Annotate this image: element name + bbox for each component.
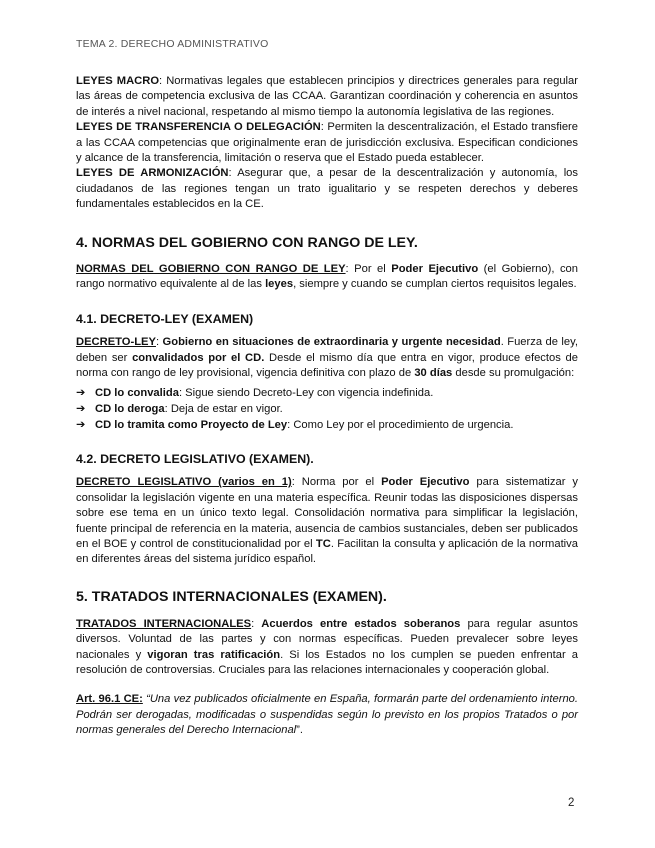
definition-leyes-transferencia: : Permiten la descentralización, el Estado transfiere a las CCAA competencias que originalmente eran de jurisdicción exclusiva. Especifican condiciones y alcance de la transferencia, limitación o reserva que el Estado pueda establecer. [76,121,578,165]
term-tratados: TRATADOS INTERNACIONALES [76,617,252,630]
text-fragment: . Si los Estados no los cumplen se pueden enfrentar a resolución de controversias. Cruciales para las relaciones internacionales y cooperación global. [76,648,578,676]
paragraph-decreto-ley [76,335,578,381]
decreto-ley-outcomes-list [76,385,578,434]
bold-fragment: CD lo deroga [95,402,165,415]
text-fragment: : Norma por el [291,476,382,489]
bold-fragment: TC [315,537,331,550]
paragraph-tratados [76,617,578,679]
term-leyes-armonizacion: LEYES DE ARMONIZACIÓN [76,167,229,180]
heading-section-5: 5. TRATADOS INTERNACIONALES (EXAMEN). [76,588,387,605]
text-fragment: para regular asuntos diversos. Voluntad de las partes y con normas específicas. Pueden prevalecer sobre leyes nacionales y [76,617,579,661]
paragraph-art-96-quote [76,692,578,738]
article-reference: Art. 96.1 CE: [76,693,143,706]
text-fragment: : Sigue siendo Decreto-Ley con vigencia indefinida. [178,386,434,399]
text-fragment: : Deja de estar en vigor. [164,402,283,415]
bold-fragment: convalidados por el CD. [132,351,265,364]
bold-fragment: CD lo tramita como Proyecto de Ley [95,419,288,432]
list-item [76,385,578,401]
bold-fragment: vigoran tras ratificación [147,648,281,661]
arrow-right-icon: ➔ [76,402,86,415]
heading-section-4-1: 4.1. DECRETO-LEY (EXAMEN) [76,312,254,327]
bold-fragment: CD lo convalida [95,386,179,399]
page-content [76,74,578,739]
bold-fragment: Poder Ejecutivo [391,262,479,275]
running-header: TEMA 2. DERECHO ADMINISTRATIVO [76,38,269,50]
bold-fragment: leyes [265,278,294,291]
text-fragment: (el Gobierno), con rango normativo equivalente al de las [76,262,578,291]
heading-section-4-2: 4.2. DECRETO LEGISLATIVO (EXAMEN). [76,452,314,467]
quote-end: ”. [296,724,303,737]
bold-fragment: Gobierno en situaciones de extraordinaria y urgente necesidad [162,336,501,349]
term-decreto-legislativo: DECRETO LEGISLATIVO (varios en 1) [76,476,292,489]
paragraph-leyes-macro [76,74,578,120]
text-fragment: Desde el mismo día que entra en vigor, produce efectos de norma con rango de ley provisional, vigencia definitiva con plazo de [76,351,578,380]
text-fragment: : Como Ley por el procedimiento de urgencia. [287,419,514,432]
paragraph-leyes-transferencia [76,120,578,166]
paragraph-decreto-legislativo [76,475,578,567]
arrow-right-icon: ➔ [76,386,86,399]
article-quote: “Una vez publicados oficialmente en España, formarán parte del ordenamiento interno. Podrán ser derogadas, modificadas o suspendidas según lo previsto en los propios Tratados o por normas generales del Derecho Internacional [76,693,578,737]
term-leyes-transferencia: LEYES DE TRANSFERENCIA O DELEGACIÓN [76,121,321,134]
bold-fragment: 30 días [414,367,453,380]
definition-leyes-armonizacion: : Asegurar que, a pesar de la descentralización y autonomía, los ciudadanos de las regiones tengan un trato igualitario y se respeten derechos y deberes fundamentales establecidos en la CE. [76,167,578,211]
term-normas-gobierno: NORMAS DEL GOBIERNO CON RANGO DE LEY [76,262,346,275]
text-fragment: . Facilitan la consulta y aplicación de la normativa en diferentes áreas del sistema jurídico español. [76,537,578,566]
definition-leyes-macro: : Normativas legales que establecen principios y directrices generales para regular las áreas de competencia exclusiva de las CCAA. Garantizan coordinación y coherencia en asuntos de interés a nivel nacional, respetando al mismo tiempo la autonomía legislativa de las regiones. [76,75,578,118]
text-fragment: . Fuerza de ley, deben ser [76,336,578,364]
text-fragment: desde su promulgación: [452,367,575,380]
list-item [76,417,578,433]
heading-section-4: 4. NORMAS DEL GOBIERNO CON RANGO DE LEY. [76,234,418,251]
term-decreto-ley: DECRETO-LEY [76,336,156,349]
page-number: 2 [568,797,575,809]
text-fragment: , siempre y cuando se cumplan ciertos requisitos legales. [293,278,577,291]
text-fragment: para sistematizar y consolidar la legislación vigente en una materia específica. Reunir todas las disposiciones dispersas sobre ese tema en un único texto legal. Consolidación normativa para simplificar la legislación, fuente principal de referencia en la materia, ausencia de cambios sustanciales, deben ser publicados en el BOE y control de constitucionalidad por el [76,476,578,550]
bold-fragment: Poder Ejecutivo [381,476,470,489]
term-leyes-macro: LEYES MACRO [76,75,160,87]
arrow-right-icon: ➔ [76,419,86,432]
list-item [76,401,578,417]
text-fragment: : [251,617,262,630]
bold-fragment: Acuerdos entre estados soberanos [261,617,461,630]
paragraph-normas-gobierno [76,262,578,293]
text-fragment: : [155,336,163,349]
paragraph-leyes-armonizacion [76,166,578,212]
text-fragment: : Por el [345,262,392,275]
